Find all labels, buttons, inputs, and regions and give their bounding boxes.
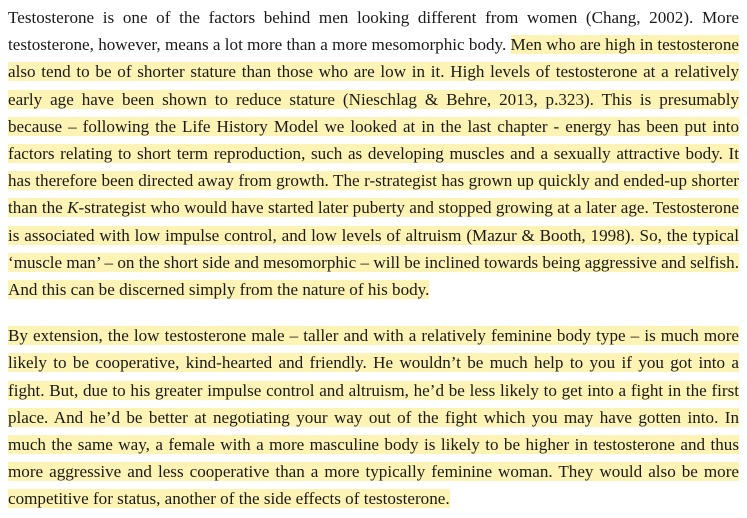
paragraph-1-segment-plain: Testosterone is one of the factors behind men looking different from women (Chang, 2002). More testosterone, however, means a lot more than a more mesomorphic body. — [8, 8, 739, 55]
paragraph-1-segment-highlighted-b: -strategist who would have started later puberty and stopped growing at a later age. Testosterone is associated with low impulse control, and low levels of altruism (Mazur & Booth, 1998). So, the typical ‘muscle man’ – on the short side and mesomorphic – will be inclined towards being aggressive and selfish. And this can be discerned simply from the nature of his body. — [8, 198, 739, 300]
paragraph-2 — [8, 322, 739, 512]
paragraph-2-segment-highlighted: By extension, the low testosterone male – taller and with a relatively feminine body type – is much more likely to be cooperative, kind-hearted and friendly. He wouldn’t be much help to you if you got into a fight. But, due to his greater impulse control and altruism, he’d be less likely to get into a fight in the first place. And he’d be better at negotiating your way out of the fight which you may have gotten into. In much the same way, a female with a more masculine body is likely to be higher in testosterone and thus more aggressive and less cooperative than a more typically feminine woman. They would also be more competitive for status, another of the side effects of testosterone. — [8, 326, 739, 509]
paragraph-1 — [8, 4, 739, 303]
paragraph-1-segment-highlighted-a: Men who are high in testosterone also tend to be of shorter stature than those who are low in it. High levels of testosterone at a relatively early age have been shown to reduce stature (Nieschlag & Behre, 2013, p.323). This is presumably because – following the Life History Model we looked at in the last chapter - energy has been put into factors relating to short term reproduction, such as developing muscles and a sexually attractive body. It has therefore been directed away from growth. The r-strategist has grown up quickly and ended-up shorter than the — [8, 35, 739, 218]
paragraph-1-segment-highlighted-italic: K — [67, 198, 79, 218]
